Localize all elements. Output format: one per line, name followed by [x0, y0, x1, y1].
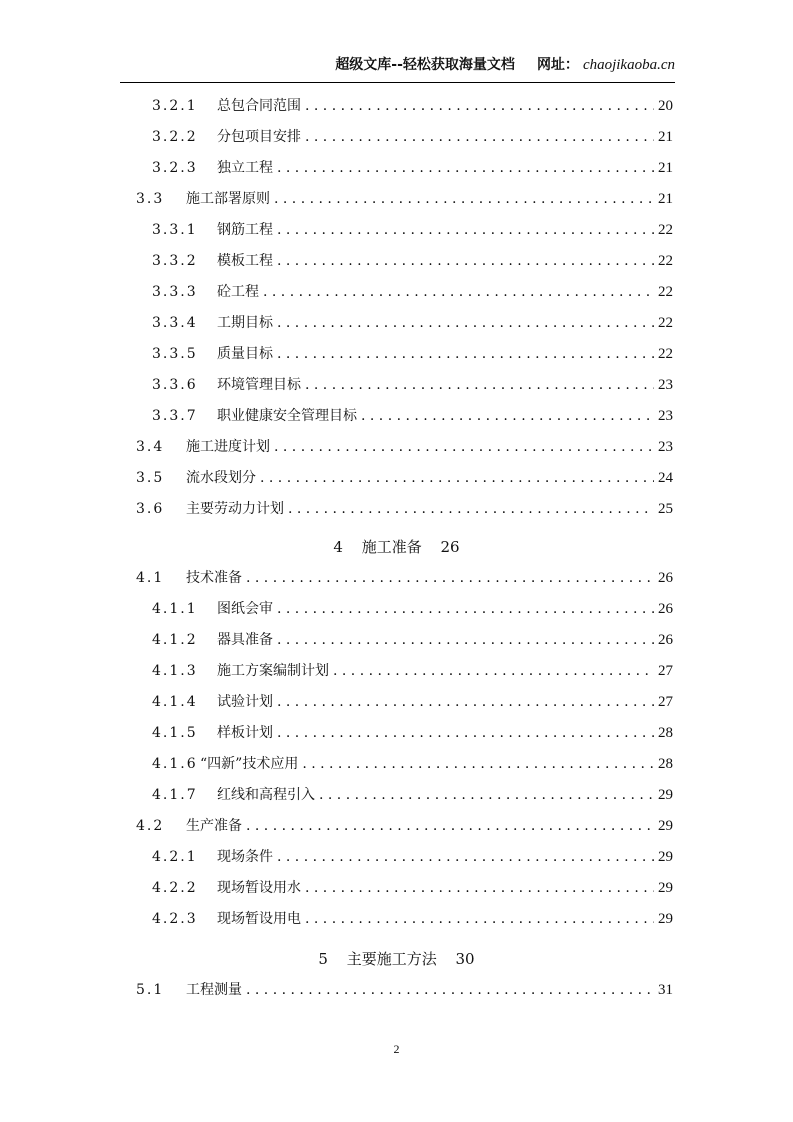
dot-leader: [246, 563, 654, 594]
toc-page: 22: [658, 346, 673, 362]
toc-page: 26: [658, 601, 673, 617]
toc-page: 26: [658, 570, 673, 586]
toc-title: 砼工程: [217, 284, 259, 300]
toc-title: 现场条件: [217, 849, 273, 865]
toc-title: 红线和高程引入: [217, 787, 315, 803]
toc-number: 4.1.2: [152, 632, 198, 648]
toc-number: 3.5: [136, 470, 165, 486]
toc-page: 21: [658, 191, 673, 207]
toc-title: 模板工程: [217, 253, 273, 269]
toc-entry[interactable]: [0, 625, 793, 656]
toc-page: 24: [658, 470, 673, 486]
toc-page: 21: [658, 160, 673, 176]
toc-number: 4.1: [136, 570, 165, 586]
toc-number: 4.1.4: [152, 694, 198, 710]
toc-entry[interactable]: [0, 494, 793, 525]
dot-leader: [305, 873, 654, 904]
toc-page: 22: [658, 315, 673, 331]
toc-title: 现场暂设用电: [217, 911, 301, 927]
toc-entry[interactable]: [0, 842, 793, 873]
toc-number: 5: [318, 950, 328, 968]
toc-title: 试验计划: [217, 694, 273, 710]
toc-title: 流水段划分: [186, 470, 256, 486]
page-number: 2: [393, 1042, 400, 1056]
toc-page: 23: [658, 377, 673, 393]
toc-title: 主要劳动力计划: [186, 501, 284, 517]
toc-entry[interactable]: [0, 656, 793, 687]
toc-page: 28: [658, 756, 673, 772]
toc-page: 26: [658, 632, 673, 648]
dot-leader: [277, 215, 654, 246]
toc-page: 22: [658, 253, 673, 269]
toc-entry[interactable]: [0, 432, 793, 463]
dot-leader: [305, 370, 654, 401]
dot-leader: [288, 494, 654, 525]
toc-number: 3.3: [136, 191, 165, 207]
toc-number: 3.3.5: [152, 346, 198, 362]
toc-title: 技术准备: [186, 570, 242, 586]
toc-entry[interactable]: [0, 811, 793, 842]
toc-number: 4.1.3: [152, 663, 198, 679]
toc-number: 4.1.6: [152, 756, 198, 772]
toc-number: 3.3.6: [152, 377, 198, 393]
header-url[interactable]: chaojikaoba.cn: [582, 57, 675, 73]
toc-page: 22: [658, 284, 673, 300]
dot-leader: [260, 463, 654, 494]
toc-number: 4.1.7: [152, 787, 198, 803]
toc-number: 3.2.2: [152, 129, 198, 145]
toc-page: 21: [658, 129, 673, 145]
toc-page: 26: [440, 538, 460, 556]
dot-leader: [305, 91, 654, 122]
table-of-contents: [0, 91, 793, 1006]
dot-leader: [305, 122, 654, 153]
toc-title: “四新”技术应用: [200, 756, 299, 772]
dot-leader: [319, 780, 654, 811]
toc-entry[interactable]: [0, 718, 793, 749]
toc-page: 30: [455, 950, 475, 968]
toc-entry[interactable]: [0, 339, 793, 370]
dot-leader: [277, 339, 654, 370]
toc-title: 施工部署原则: [186, 191, 270, 207]
dot-leader: [305, 904, 654, 935]
toc-entry[interactable]: [0, 215, 793, 246]
toc-title: 样板计划: [217, 725, 273, 741]
dot-leader: [302, 749, 654, 780]
toc-entry[interactable]: [0, 780, 793, 811]
dot-leader: [274, 432, 654, 463]
toc-title: 工期目标: [217, 315, 273, 331]
dot-leader: [277, 625, 654, 656]
toc-page: 23: [658, 439, 673, 455]
dot-leader: [277, 594, 654, 625]
toc-entry[interactable]: [0, 463, 793, 494]
toc-entry[interactable]: [0, 246, 793, 277]
toc-number: 3.4: [136, 439, 165, 455]
dot-leader: [263, 277, 654, 308]
toc-title: 独立工程: [217, 160, 273, 176]
toc-entry[interactable]: [0, 401, 793, 432]
toc-title: 分包项目安排: [217, 129, 301, 145]
toc-title: 施工进度计划: [186, 439, 270, 455]
toc-entry[interactable]: [0, 749, 793, 780]
toc-number: 3.3.3: [152, 284, 198, 300]
toc-number: 4.2: [136, 818, 165, 834]
dot-leader: [277, 718, 654, 749]
toc-entry[interactable]: [0, 153, 793, 184]
toc-page: 29: [658, 818, 673, 834]
toc-title: 图纸会审: [217, 601, 273, 617]
toc-page: 29: [658, 787, 673, 803]
toc-number: 4.1.5: [152, 725, 198, 741]
toc-title: 生产准备: [186, 818, 242, 834]
header-url-label: 网址：: [536, 57, 579, 73]
toc-entry[interactable]: [0, 873, 793, 904]
header-rule: [120, 82, 675, 83]
toc-entry[interactable]: [0, 277, 793, 308]
toc-number: 3.3.7: [152, 408, 198, 424]
toc-entry[interactable]: [0, 91, 793, 122]
toc-page: 27: [658, 694, 673, 710]
toc-number: 3.6: [136, 501, 165, 517]
toc-number: 3.2.3: [152, 160, 198, 176]
toc-entry[interactable]: [0, 975, 793, 1006]
toc-number: 4.2.1: [152, 849, 198, 865]
dot-leader: [277, 842, 654, 873]
dot-leader: [333, 656, 654, 687]
dot-leader: [246, 811, 654, 842]
toc-number: 4.2.3: [152, 911, 198, 927]
toc-entry[interactable]: [0, 370, 793, 401]
toc-entry[interactable]: [0, 308, 793, 339]
toc-number: 4.2.2: [152, 880, 198, 896]
toc-title: 总包合同范围: [217, 98, 301, 114]
toc-page: 28: [658, 725, 673, 741]
toc-title: 职业健康安全管理目标: [217, 408, 357, 424]
toc-number: 3.3.1: [152, 222, 198, 238]
page-header: [120, 54, 675, 74]
dot-leader: [277, 246, 654, 277]
dot-leader: [274, 184, 654, 215]
toc-entry[interactable]: [0, 904, 793, 935]
dot-leader: [277, 308, 654, 339]
toc-title: 钢筋工程: [217, 222, 273, 238]
toc-title: 工程测量: [186, 982, 242, 998]
toc-number: 3.3.4: [152, 315, 198, 331]
toc-page: 20: [658, 98, 673, 114]
toc-title: 器具准备: [217, 632, 273, 648]
dot-leader: [277, 153, 654, 184]
toc-number: 4: [333, 538, 343, 556]
toc-page: 29: [658, 880, 673, 896]
toc-number: 3.2.1: [152, 98, 198, 114]
toc-page: 23: [658, 408, 673, 424]
toc-title: 施工准备: [361, 538, 422, 556]
toc-page: 22: [658, 222, 673, 238]
toc-entry[interactable]: [0, 563, 793, 594]
toc-number: 5.1: [136, 982, 165, 998]
toc-title: 现场暂设用水: [217, 880, 301, 896]
toc-chapter-heading[interactable]: [0, 532, 793, 563]
toc-title: 质量目标: [217, 346, 273, 362]
toc-entry[interactable]: [0, 122, 793, 153]
toc-entry[interactable]: [0, 184, 793, 215]
toc-page: 29: [658, 911, 673, 927]
toc-number: 3.3.2: [152, 253, 198, 269]
dot-leader: [361, 401, 654, 432]
dot-leader: [246, 975, 654, 1006]
toc-number: 4.1.1: [152, 601, 198, 617]
dot-leader: [277, 687, 654, 718]
toc-title: 主要施工方法: [346, 950, 437, 968]
toc-page: 31: [658, 982, 673, 998]
toc-title: 施工方案编制计划: [217, 663, 329, 679]
toc-title: 环境管理目标: [217, 377, 301, 393]
toc-page: 29: [658, 849, 673, 865]
header-site-name: 超级文库--轻松获取海量文档: [335, 57, 515, 73]
toc-entry[interactable]: [0, 594, 793, 625]
toc-page: 27: [658, 663, 673, 679]
toc-page: 25: [658, 501, 673, 517]
toc-chapter-heading[interactable]: [0, 944, 793, 975]
toc-entry[interactable]: [0, 687, 793, 718]
